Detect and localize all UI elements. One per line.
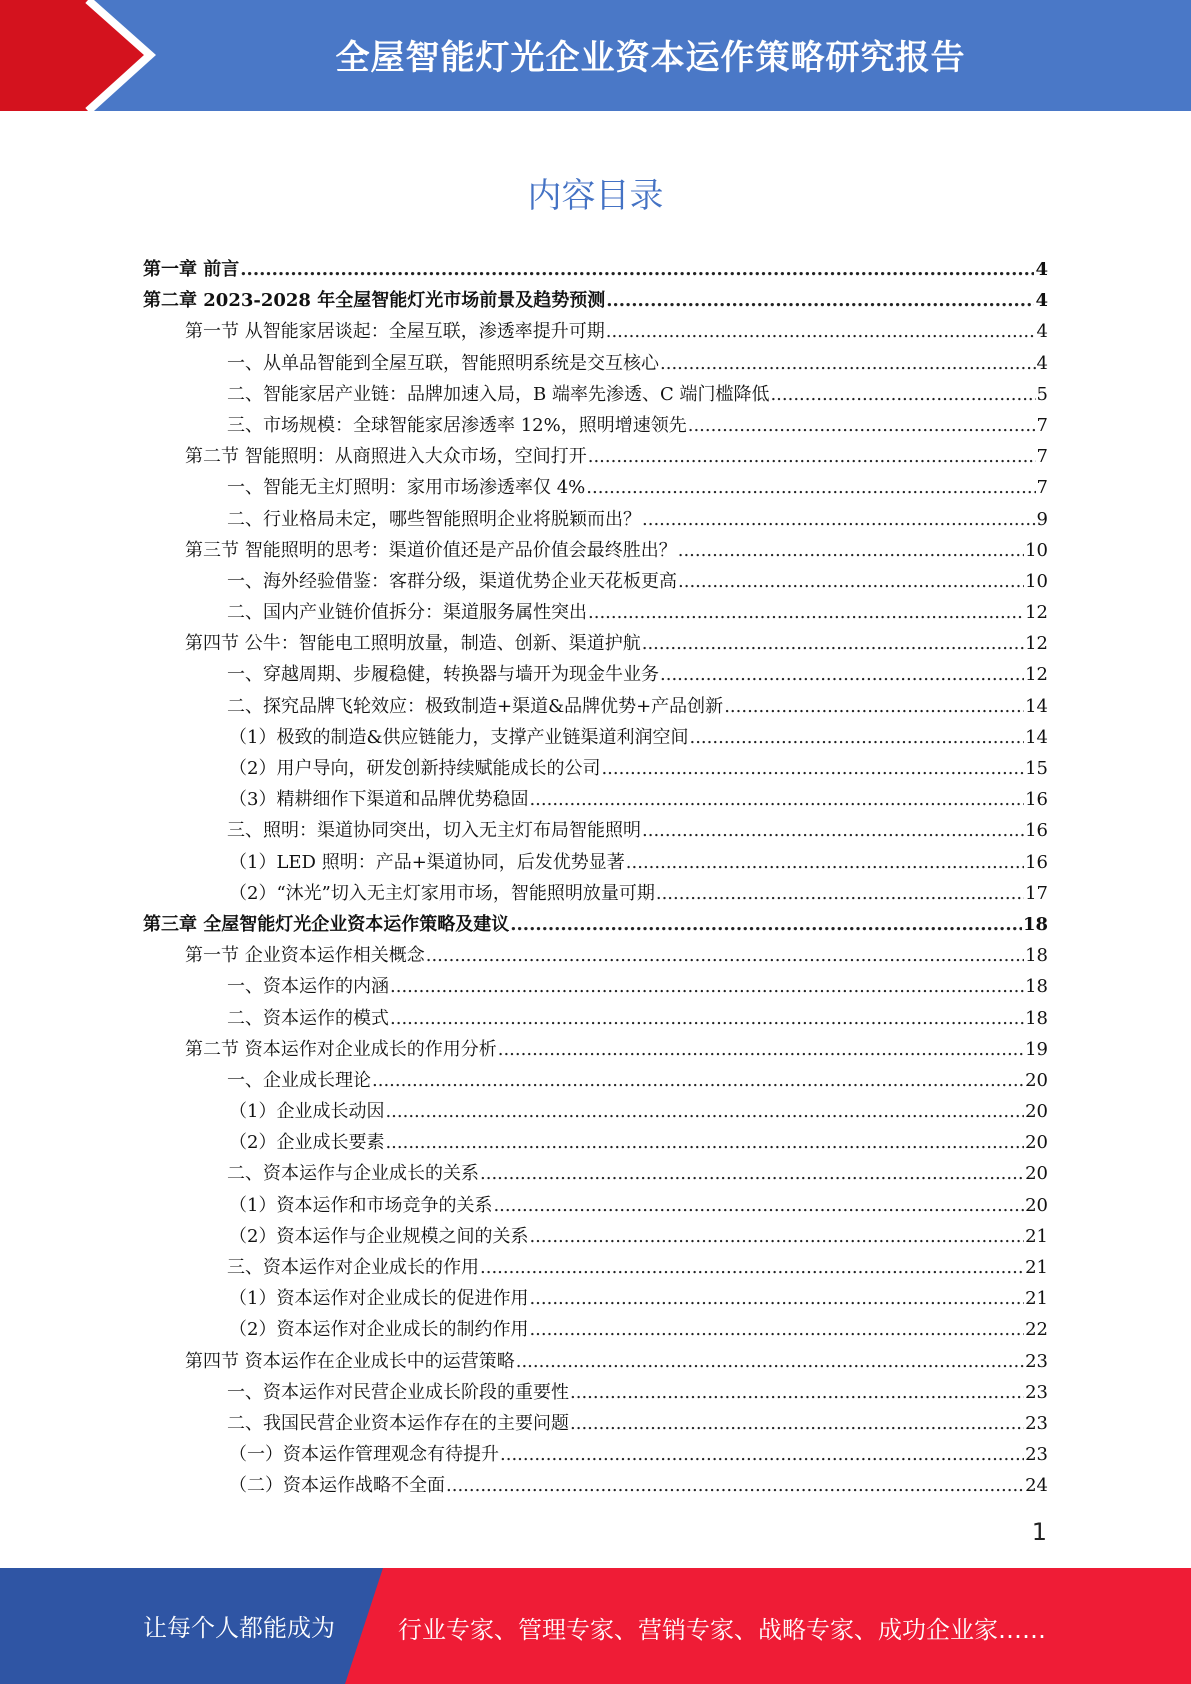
toc-entry[interactable] xyxy=(143,1003,1048,1034)
toc-dot-leader xyxy=(688,410,1036,441)
toc-entry-page: 23 xyxy=(1025,1412,1048,1434)
toc-entry-title: 一、智能无主灯照明：家用市场渗透率仅 4% xyxy=(227,477,586,499)
toc-entry[interactable] xyxy=(143,1283,1048,1314)
toc-entry-page: 18 xyxy=(1025,1007,1048,1029)
toc-entry[interactable] xyxy=(143,940,1048,971)
toc-entry-title: （2）用户导向，研发创新持续赋能成长的公司 xyxy=(229,758,601,779)
toc-entry[interactable] xyxy=(143,1252,1048,1283)
toc-dot-leader xyxy=(642,628,1024,659)
toc-entry-title: 二、资本运作的模式 xyxy=(227,1007,389,1029)
toc-entry[interactable] xyxy=(143,348,1048,379)
toc-entry-page: 20 xyxy=(1025,1194,1048,1216)
toc-entry-title: 一、从单品智能到全屋互联，智能照明系统是交互核心 xyxy=(227,352,659,374)
toc-dot-leader xyxy=(588,597,1024,628)
toc-entry-page: 12 xyxy=(1025,664,1048,686)
toc-entry-title: 一、企业成长理论 xyxy=(227,1069,371,1091)
page-header xyxy=(0,0,1191,111)
toc-entry-title: 三、市场规模：全球智能家居渗透率 12%，照明增速领先 xyxy=(227,414,687,436)
toc-entry-page: 4 xyxy=(1035,290,1048,312)
toc-entry-page: 23 xyxy=(1025,1350,1048,1372)
toc-entry[interactable] xyxy=(143,1127,1048,1158)
toc-entry[interactable] xyxy=(143,410,1048,441)
toc-entry-page: 16 xyxy=(1025,851,1048,873)
toc-dot-leader xyxy=(689,722,1024,753)
toc-entry-title: （一）资本运作管理观念有待提升 xyxy=(229,1444,499,1466)
toc-dot-leader xyxy=(480,1158,1024,1189)
toc-entry-page: 20 xyxy=(1025,1069,1048,1091)
toc-entry-title: 第三节 智能照明的思考：渠道价值还是产品价值会最终胜出？ xyxy=(185,539,677,561)
toc-entry[interactable] xyxy=(143,1158,1048,1189)
toc-entry[interactable] xyxy=(143,1065,1048,1096)
page-footer xyxy=(0,1568,1191,1684)
toc-dot-leader xyxy=(570,1408,1024,1439)
toc-entry[interactable] xyxy=(143,472,1048,503)
toc-entry[interactable] xyxy=(143,784,1048,815)
toc-entry-page: 7 xyxy=(1036,414,1048,436)
header-red-arrow xyxy=(0,0,150,111)
toc-entry[interactable] xyxy=(143,379,1048,410)
toc-entry-title: 第一节 从智能家居谈起：全屋互联，渗透率提升可期 xyxy=(185,321,605,343)
toc-entry[interactable] xyxy=(143,1470,1048,1501)
toc-entry-title: 第三章 全屋智能灯光企业资本运作策略及建议 xyxy=(143,913,510,935)
toc-dot-leader xyxy=(626,847,1024,878)
toc-entry-title: （1）极致的制造&供应链能力，支撑产业链渠道利润空间 xyxy=(229,726,689,748)
toc-dot-leader xyxy=(510,909,1022,940)
report-title: 全屋智能灯光企业资本运作策略研究报告 xyxy=(335,38,966,78)
toc-entry-page: 22 xyxy=(1025,1319,1048,1341)
toc-dot-leader xyxy=(588,441,1036,472)
toc-heading: 内容目录 xyxy=(527,176,664,216)
toc-entry-page: 20 xyxy=(1025,1101,1048,1123)
toc-entry[interactable] xyxy=(143,566,1048,597)
toc-entry-page: 23 xyxy=(1025,1381,1048,1403)
toc-entry[interactable] xyxy=(143,285,1048,316)
toc-entry-title: 三、照明：渠道协同突出，切入无主灯布局智能照明 xyxy=(227,820,641,842)
toc-entry-title: 一、资本运作的内涵 xyxy=(227,976,389,998)
toc-entry-title: （二）资本运作战略不全面 xyxy=(229,1475,445,1497)
toc-dot-leader xyxy=(656,878,1024,909)
toc-entry-page: 9 xyxy=(1036,508,1048,530)
toc-entry-title: 二、行业格局未定，哪些智能照明企业将脱颖而出？ xyxy=(227,508,641,530)
toc-dot-leader xyxy=(529,784,1024,815)
toc-dot-leader xyxy=(770,379,1035,410)
toc-entry-title: 二、智能家居产业链：品牌加速入局，B 端率先渗透、C 端门槛降低 xyxy=(227,383,770,405)
toc-dot-leader xyxy=(606,285,1034,316)
toc-entry-page: 18 xyxy=(1022,913,1048,935)
toc-entry-title: （1）资本运作和市场竞争的关系 xyxy=(229,1194,493,1216)
toc-entry-title: （3）精耕细作下渠道和品牌优势稳固 xyxy=(229,789,529,811)
toc-entry[interactable] xyxy=(143,254,1048,285)
toc-entry[interactable] xyxy=(143,815,1048,846)
toc-dot-leader xyxy=(390,1003,1024,1034)
toc-dot-leader xyxy=(516,1346,1024,1377)
page-number: 1 xyxy=(1031,1518,1047,1546)
toc-dot-leader xyxy=(678,535,1024,566)
toc-dot-leader xyxy=(385,1096,1024,1127)
toc-entry-title: 第二节 资本运作对企业成长的作用分析 xyxy=(185,1038,497,1060)
toc-dot-leader xyxy=(642,815,1024,846)
toc-entry[interactable] xyxy=(143,316,1048,347)
toc-entry[interactable] xyxy=(143,1346,1048,1377)
toc-dot-leader xyxy=(570,1377,1024,1408)
toc-entry-title: 第二节 智能照明：从商照进入大众市场，空间打开 xyxy=(185,446,587,468)
toc-dot-leader xyxy=(529,1221,1024,1252)
toc-entry[interactable] xyxy=(143,441,1048,472)
toc-dot-leader xyxy=(601,753,1024,784)
toc-dot-leader xyxy=(500,1439,1024,1470)
toc-entry-page: 18 xyxy=(1025,976,1048,998)
toc-dot-leader xyxy=(493,1190,1024,1221)
toc-entry-title: 一、海外经验借鉴：客群分级，渠道优势企业天花板更高 xyxy=(227,570,677,592)
toc-entry-page: 16 xyxy=(1025,789,1048,811)
toc-entry[interactable] xyxy=(143,1439,1048,1470)
toc-entry-page: 21 xyxy=(1025,1257,1048,1278)
toc-entry-title: 二、国内产业链价值拆分：渠道服务属性突出 xyxy=(227,602,587,624)
footer-slogan-left: 让每个人都能成为 xyxy=(143,1614,335,1642)
toc-entry-page: 12 xyxy=(1025,633,1048,655)
toc-entry-title: （1）资本运作对企业成长的促进作用 xyxy=(229,1288,529,1310)
toc-entry-page: 20 xyxy=(1025,1132,1048,1154)
toc-entry[interactable] xyxy=(143,597,1048,628)
toc-entry-page: 14 xyxy=(1025,695,1048,717)
toc-entry-title: 二、探究品牌飞轮效应：极致制造+渠道&品牌优势+产品创新 xyxy=(227,695,724,717)
toc-entry[interactable] xyxy=(143,1377,1048,1408)
footer-slogan-right: 行业专家、管理专家、营销专家、战略专家、成功企业家…… xyxy=(398,1616,1046,1644)
toc-entry-title: 第四节 资本运作在企业成长中的运营策略 xyxy=(185,1350,515,1372)
toc-entry[interactable] xyxy=(143,1314,1048,1345)
toc-dot-leader xyxy=(606,316,1036,347)
toc-entry-page: 21 xyxy=(1025,1288,1048,1310)
toc-entry-title: （2）企业成长要素 xyxy=(229,1132,385,1154)
toc-entry-page: 10 xyxy=(1025,539,1048,561)
toc-entry-page: 20 xyxy=(1025,1163,1048,1185)
toc-entry[interactable] xyxy=(143,909,1048,940)
toc-entry-title: 一、穿越周期、步履稳健，转换器与墙开为现金牛业务 xyxy=(227,664,659,686)
toc-entry-page: 16 xyxy=(1025,820,1048,842)
toc-entry-page: 23 xyxy=(1025,1444,1048,1466)
toc-entry-title: 一、资本运作对民营企业成长阶段的重要性 xyxy=(227,1381,569,1403)
toc-entry-title: （2）资本运作与企业规模之间的关系 xyxy=(229,1225,529,1247)
toc-entry[interactable] xyxy=(143,691,1048,722)
toc-entry-page: 10 xyxy=(1025,570,1048,592)
toc-dot-leader xyxy=(446,1470,1024,1501)
toc-entry-title: 二、我国民营企业资本运作存在的主要问题 xyxy=(227,1412,569,1434)
toc-entry-title: 第二章 2023-2028 年全屋智能灯光市场前景及趋势预测 xyxy=(143,290,606,312)
toc-entry-title: 三、资本运作对企业成长的作用 xyxy=(227,1257,479,1278)
toc-entry[interactable] xyxy=(143,659,1048,690)
toc-entry-page: 17 xyxy=(1025,882,1048,904)
toc-dot-leader xyxy=(385,1127,1024,1158)
toc-dot-leader xyxy=(724,691,1024,722)
toc-entry[interactable] xyxy=(143,722,1048,753)
toc-entry[interactable] xyxy=(143,1096,1048,1127)
toc-dot-leader xyxy=(240,254,1034,285)
toc-entry-page: 4 xyxy=(1036,352,1048,374)
toc-dot-leader xyxy=(642,504,1036,535)
toc-entry-title: （2）“沐光”切入无主灯家用市场，智能照明放量可期 xyxy=(229,882,655,904)
toc-entry[interactable] xyxy=(143,628,1048,659)
toc-entry-title: 第一章 前言 xyxy=(143,259,240,280)
toc-entry-page: 24 xyxy=(1025,1475,1048,1497)
toc-dot-leader xyxy=(372,1065,1024,1096)
toc-entry-page: 14 xyxy=(1025,726,1048,748)
toc-dot-leader xyxy=(480,1252,1024,1283)
toc-entry-page: 4 xyxy=(1035,259,1048,280)
toc-entry[interactable] xyxy=(143,1190,1048,1221)
toc-dot-leader xyxy=(678,566,1024,597)
toc-entry-title: 第一节 企业资本运作相关概念 xyxy=(185,945,425,967)
toc-entry-page: 7 xyxy=(1036,477,1048,499)
toc-entry-page: 19 xyxy=(1025,1038,1048,1060)
toc-entry-page: 4 xyxy=(1036,321,1048,343)
toc-dot-leader xyxy=(498,1034,1024,1065)
toc-entry-page: 18 xyxy=(1025,945,1048,967)
toc-dot-leader xyxy=(660,348,1036,379)
toc-entry-title: 第四节 公牛：智能电工照明放量，制造、创新、渠道护航 xyxy=(185,633,641,655)
toc-entry[interactable] xyxy=(143,971,1048,1002)
toc-dot-leader xyxy=(390,971,1024,1002)
toc-entry-page: 7 xyxy=(1036,446,1048,468)
toc-entry[interactable] xyxy=(143,535,1048,566)
toc-dot-leader xyxy=(660,659,1024,690)
toc-entry[interactable] xyxy=(143,1408,1048,1439)
table-of-contents xyxy=(143,254,1048,1502)
toc-entry-title: （1）LED 照明：产品+渠道协同，后发优势显著 xyxy=(229,851,625,873)
toc-entry[interactable] xyxy=(143,1034,1048,1065)
toc-entry-page: 15 xyxy=(1025,758,1048,779)
toc-entry[interactable] xyxy=(143,847,1048,878)
toc-entry-page: 21 xyxy=(1025,1225,1048,1247)
toc-dot-leader xyxy=(426,940,1024,971)
toc-entry-page: 5 xyxy=(1036,383,1048,405)
toc-entry[interactable] xyxy=(143,504,1048,535)
toc-entry-title: （2）资本运作对企业成长的制约作用 xyxy=(229,1319,529,1341)
toc-entry-page: 12 xyxy=(1025,602,1048,624)
toc-dot-leader xyxy=(529,1283,1024,1314)
toc-dot-leader xyxy=(529,1314,1024,1345)
toc-entry-title: 二、资本运作与企业成长的关系 xyxy=(227,1163,479,1185)
toc-entry[interactable] xyxy=(143,1221,1048,1252)
toc-entry[interactable] xyxy=(143,753,1048,784)
toc-entry-title: （1）企业成长动因 xyxy=(229,1101,385,1123)
toc-dot-leader xyxy=(586,472,1035,503)
toc-entry[interactable] xyxy=(143,878,1048,909)
